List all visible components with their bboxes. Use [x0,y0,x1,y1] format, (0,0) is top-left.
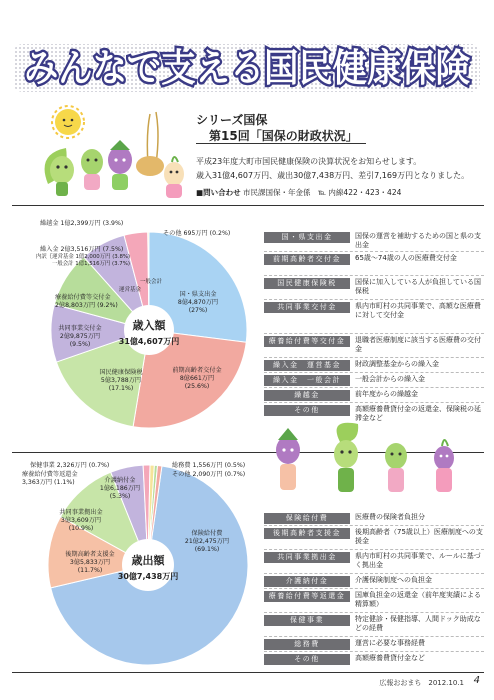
expense-table-row-sep [264,636,484,637]
contact-text: 市民課国保・年金係 ℡ 内線422・423・424 [242,188,402,197]
character-eggplant-icon [276,428,300,490]
revenue-table-row-head: 前期高齢者交付金 [264,254,350,265]
expense-table-row-head: その他 [264,654,350,665]
character-eggplant-icon [108,140,132,190]
revenue-table-row-head: その他 [264,405,350,416]
exp-label-kyodo: 共同事業拠出金 3億3,609万円 (10.9%) [59,509,103,532]
contact-info [196,187,401,198]
expense-table-row [264,513,484,528]
expense-table-row-head: 療養給付費等返還金 [264,591,350,602]
expense-table-row-head: 保険給付費 [264,513,350,524]
title-underline [196,143,366,144]
revenue-table-row-head: 繰入金 運営基金 [264,360,350,371]
revenue-table-row-desc: 財政調整基金からの繰入金 [355,360,439,368]
expense-total-label: 歳出額 [131,554,165,567]
revenue-total-label: 歳入額 [132,319,166,332]
rev-label-kokuken: 国・県支出金 8億4,870万円 (27%) [177,291,219,314]
expense-table-row-sep [264,549,484,550]
revenue-table-row-sep [264,299,484,300]
rev-label-other: その他 695万円 (0.2%) [163,230,231,237]
exp-label-hoken-jigyo: 保健事業 2,326万円 (0.7%) [30,462,110,469]
expense-table-row-head: 後期高齢者支援金 [264,528,350,539]
revenue-table-row [264,360,484,375]
character-green-icon [81,149,103,190]
rev-inner-general: 一般会計 [140,279,163,285]
revenue-table-row-desc: 一般会計からの繰入金 [355,375,425,383]
revenue-table-row-head: 繰入金 一般会計 [264,375,350,386]
expense-table-row-desc: 県内市町村の共同事業で、ルールに基づく拠出金 [355,552,481,570]
expense-table-row-head: 総務費 [264,639,350,650]
expense-table-row [264,591,484,615]
revenue-total-value: 31億4,607万円 [118,337,180,346]
expense-table-row-head: 保健事業 [264,615,350,626]
rev-label-kyodo: 共同事業交付金 2億9,875万円 (9.5%) [58,325,102,348]
expense-table-row-desc: 高額療養費貸付金など [355,654,425,662]
page-title: みんなで支える国民健康保険 [24,46,470,90]
expense-table-row [264,639,484,654]
intro-line-1: 平成23年度大町市国民健康保険の決算状況をお知らせします。 [196,157,422,166]
expense-table-row [264,552,484,576]
revenue-table-row [264,232,484,254]
revenue-table-row-sep [264,357,484,358]
expense-table-row-desc: 特定健診・保健指導、人間ドック助成などの経費 [355,615,481,633]
footer-publication: 広報おおまち 2012.10.1 [379,679,464,687]
revenue-table-row [264,375,484,390]
expense-table-row [264,615,484,639]
revenue-table-row-head: 国・県支出金 [264,232,350,243]
exp-label-other: その他 2,090万円 (0.7%) [172,471,246,478]
rev-label-ryoyo: 療養給付費等交付金 2億8,803万円 (9.2%) [55,294,118,309]
contact-label: ■問い合わせ [196,188,241,197]
rev-label-kuriire: 繰入金 2億3,516万円 (7.5%) [40,246,124,253]
expense-table-row-desc: 介護保険制度への負担金 [355,576,432,584]
revenue-table-row [264,254,484,278]
character-green-icon [385,443,407,492]
rice-plant-icon [136,112,164,176]
exp-label-somu: 総務費 1,556万円 (0.5%) [172,462,246,469]
expense-table-row-sep [264,651,484,652]
expense-table-row-desc: 後期高齢者（75歳以上）医療制度への支援金 [355,528,483,546]
revenue-table-row-head: 国民健康保険税 [264,278,350,289]
mascot-characters [268,422,468,504]
revenue-table-row-sep [264,275,484,276]
expense-table-row-sep [264,573,484,574]
rev-label-kurikoshi: 繰越金 1億2,399万円 (3.9%) [40,220,124,227]
expense-table-row [264,654,484,669]
character-leaf-icon [334,423,358,492]
revenue-table-row-desc: 国保に加入している人が負担している国保税 [355,278,481,296]
expense-table-row-desc: 運営に必要な事務経費 [355,639,425,647]
revenue-table-row-sep [264,372,484,373]
expense-table-row-desc: 国庫負担金の返還金（前年度実績による精算額） [355,591,481,609]
sun-icon [52,106,84,138]
title-banner [14,38,480,98]
exp-label-henkan: 療養給付費等返還金 3,363万円 (1.1%) [22,471,78,486]
page-number: 4 [473,675,480,686]
revenue-table-row-sep [264,402,484,403]
exp-label-kyufu: 保険給付費 21億2,475万円 (69.1%) [184,530,230,553]
intro-line-2: 歳入31億4,607万円、歳出30億7,438万円、差引7,169万円となりました。 [196,171,470,180]
revenue-table-row-sep [264,333,484,334]
revenue-table-row-head: 療養給付費等交付金 [264,336,350,347]
revenue-table-row [264,336,484,360]
expense-table-row-head: 共同事業拠出金 [264,552,350,563]
expense-table-row-desc: 医療費の保険者負担分 [355,513,425,521]
expense-table-row [264,576,484,591]
revenue-table-row-desc: 県内市町村の共同事業で、高額な医療費に対して交付金 [355,302,481,320]
revenue-table-row-desc: 65歳～74歳の人の医療費交付金 [355,254,457,262]
revenue-table-row-sep [264,387,484,388]
rev-sublabel-1: 内訳｛運営基金 1億2,000万円 (3.8%) [36,254,131,260]
revenue-table-row-sep [264,251,484,252]
footer-line [12,672,484,673]
character-leaf-icon [45,148,74,196]
revenue-table-row-desc: 前年度からの繰越金 [355,390,418,398]
expense-table-row-head: 介護納付金 [264,576,350,587]
revenue-table-row-head: 共同事業交付金 [264,302,350,313]
rev-label-zenki: 前期高齢者交付金 8億661万円 (25.6%) [172,367,222,390]
revenue-table-row-desc: 高額療養費貸付金の返還金、保険税の延滞金など [355,405,481,423]
rev-label-hokenzei: 国民健康保険税 5億3,788万円 (17.1%) [99,369,143,392]
series-title: シリーズ国保 [196,113,268,127]
revenue-table-row [264,278,484,302]
expense-table-row [264,528,484,552]
expense-table-row-sep [264,612,484,613]
character-onion-icon [434,440,454,492]
episode-title: 第15回「国保の財政状況」 [209,129,358,143]
exp-label-kaigo: 介護納付金 1億6,186万円 (5.3%) [99,477,141,500]
revenue-table-row [264,390,484,405]
revenue-table-row-desc: 国保の運営を補助するための国と県の支出金 [355,232,481,250]
expense-table-row-sep [264,588,484,589]
revenue-table-row-head: 繰越金 [264,390,350,401]
expense-table-row-sep [264,525,484,526]
rev-sublabel-2: 一般会計 1億1,516万円 (3.7%) [52,261,130,267]
revenue-table-row-desc: 退職者医療制度に該当する医療費の交付金 [355,336,481,354]
revenue-table-row [264,302,484,336]
rev-inner-fund: 運営基金 [119,287,142,293]
exp-label-koki: 後期高齢者支援金 3億5,833万円 (11.7%) [65,551,115,574]
section-divider [12,205,484,206]
character-onion-icon [164,157,184,198]
mascot-illustration [38,104,188,202]
expense-total-value: 30億7,438万円 [117,572,179,581]
